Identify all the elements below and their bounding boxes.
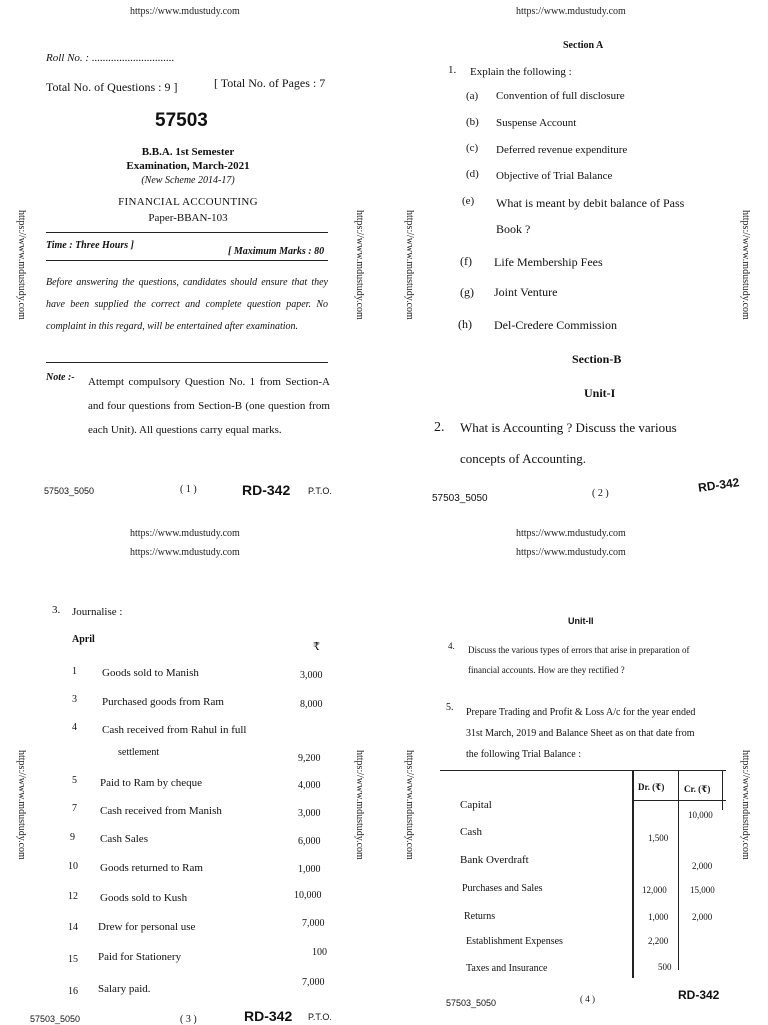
row-desc: Goods sold to Kush xyxy=(100,892,188,904)
paper: Paper-BBAN-103 xyxy=(148,212,228,224)
item-text: Del-Credere Commission xyxy=(494,318,617,332)
row-day: 14 xyxy=(68,922,78,933)
page1-header-url: https://www.mdustudy.com xyxy=(130,6,240,17)
item-label: (g) xyxy=(460,285,474,299)
item-label: (b) xyxy=(466,116,479,128)
row-amount: 10,000 xyxy=(294,890,322,901)
row-cr: 10,000 xyxy=(688,810,713,820)
row-day: 15 xyxy=(68,954,78,965)
item-text: Convention of full disclosure xyxy=(496,90,625,102)
section-b-heading: Section-B xyxy=(572,352,622,366)
row-desc: Paid for Stationery xyxy=(98,951,182,963)
total-questions: Total No. of Questions : 9 ] xyxy=(46,80,178,94)
row-dr: 2,200 xyxy=(648,936,669,946)
side-url-mid-right-top: https://www.mdustudy.com xyxy=(404,210,415,320)
row-day: 10 xyxy=(68,861,78,872)
paper-code: 57503 xyxy=(155,110,208,131)
item-label: (e) xyxy=(462,195,475,207)
page-number: ( 4 ) xyxy=(580,994,595,1004)
row-amount: 9,200 xyxy=(298,753,321,764)
footer-code: 57503_5050 xyxy=(44,486,95,496)
q2-text: What is Accounting ? Discuss the various xyxy=(460,420,677,435)
item-label: (c) xyxy=(466,142,479,154)
currency-symbol: ₹ xyxy=(313,641,320,653)
item-label: (a) xyxy=(466,90,479,102)
row-amount: 8,000 xyxy=(300,699,323,710)
q2-number: 2. xyxy=(434,420,445,435)
row-name: Cash xyxy=(460,826,482,838)
table-col-divider xyxy=(632,770,634,978)
row-name: Bank Overdraft xyxy=(460,854,529,866)
row-name: Establishment Expenses xyxy=(466,936,563,947)
exam: Examination, March-2021 xyxy=(126,160,250,172)
row-day: 1 xyxy=(72,666,77,677)
page2-header-url: https://www.mdustudy.com xyxy=(516,6,626,17)
page2-footer-url: https://www.mdustudy.com xyxy=(130,528,240,539)
note-text: Attempt compulsory Question No. 1 from Section-A and four questions from Section-B (one question from each Unit). All questions carry equal marks. xyxy=(88,376,330,436)
row-day: 16 xyxy=(68,986,78,997)
item-text: What is meant by debit balance of Pass xyxy=(496,196,685,210)
row-cr: 2,000 xyxy=(692,912,713,922)
table-top-rule xyxy=(440,770,726,771)
row-amount: 7,000 xyxy=(302,977,325,988)
row-cr: 2,000 xyxy=(692,861,713,871)
row-desc: Goods returned to Ram xyxy=(100,862,203,874)
row-desc: Purchased goods from Ram xyxy=(102,696,224,708)
side-url-right-bottom: https://www.mdustudy.com xyxy=(740,750,751,860)
row-dr: 1,500 xyxy=(648,833,669,843)
item-text-cont: Book ? xyxy=(496,222,531,236)
table-col-divider xyxy=(678,770,679,970)
row-desc: Cash received from Manish xyxy=(100,805,222,817)
footer-code: 57503_5050 xyxy=(432,493,488,504)
row-desc: Goods sold to Manish xyxy=(102,667,199,679)
q1-number: 1. xyxy=(448,64,457,76)
row-day: 7 xyxy=(72,803,77,814)
row-amount: 3,000 xyxy=(300,670,323,681)
footer-code: 57503_5050 xyxy=(30,1014,81,1024)
row-name: Capital xyxy=(460,799,492,811)
scheme: (New Scheme 2014-17) xyxy=(141,175,235,186)
row-cr: 15,000 xyxy=(690,885,715,895)
side-url-mid-right-bottom: https://www.mdustudy.com xyxy=(404,750,415,860)
q3-text: Journalise : xyxy=(72,606,123,618)
page-number: ( 3 ) xyxy=(180,1014,197,1025)
max-marks: [ Maximum Marks : 80 xyxy=(228,246,325,257)
rd-code: RD-342 xyxy=(242,482,291,498)
row-name: Purchases and Sales xyxy=(462,883,543,894)
item-text: Suspense Account xyxy=(496,117,577,129)
item-text: Joint Venture xyxy=(494,285,558,299)
row-amount: 7,000 xyxy=(302,918,325,929)
item-label: (h) xyxy=(458,317,472,331)
row-desc: Cash received from Rahul in full xyxy=(102,724,247,736)
page-number: ( 2 ) xyxy=(592,488,609,499)
side-url-left-top: https://www.mdustudy.com xyxy=(16,210,27,320)
rd-code: RD-342 xyxy=(678,988,720,1002)
q5-number: 5. xyxy=(446,702,454,713)
pto: P.T.O. xyxy=(308,1012,332,1022)
subject: FINANCIAL ACCOUNTING xyxy=(118,196,258,208)
item-label: (d) xyxy=(466,168,479,180)
col-cr: Cr. (₹) xyxy=(684,784,711,794)
row-amount: 100 xyxy=(312,947,327,958)
item-label: (f) xyxy=(460,254,472,268)
row-amount: 3,000 xyxy=(298,808,321,819)
row-amount: 4,000 xyxy=(298,780,321,791)
row-desc: Salary paid. xyxy=(98,983,151,995)
page3-header-url: https://www.mdustudy.com xyxy=(130,547,240,558)
pto: P.T.O. xyxy=(308,486,332,496)
col-dr: Dr. (₹) xyxy=(638,782,665,792)
side-url-left-bottom: https://www.mdustudy.com xyxy=(16,750,27,860)
table-col-divider xyxy=(722,770,723,810)
table-header-rule xyxy=(632,800,726,801)
row-day: 12 xyxy=(68,891,78,902)
instructions: Before answering the questions, candidates should ensure that they have been supplied the correct and complete question paper. No complaint in this regard, will be entertained after examination. xyxy=(46,277,328,332)
total-pages: [ Total No. of Pages : 7 xyxy=(214,76,326,90)
q2-text-cont: concepts of Accounting. xyxy=(460,451,586,466)
time: Time : Three Hours ] xyxy=(46,240,134,251)
row-desc: Paid to Ram by cheque xyxy=(100,777,203,789)
page-number: ( 1 ) xyxy=(180,484,197,495)
q5-text: Prepare Trading and Profit & Loss A/c for the year ended 31st March, 2019 and Balance Sheet as on that date from the following Trial Balance : xyxy=(466,707,696,760)
note-label: Note :- xyxy=(46,372,75,383)
row-dr: 12,000 xyxy=(642,885,667,895)
unit-ii-heading: Unit-II xyxy=(568,616,594,626)
row-name: Taxes and Insurance xyxy=(466,963,548,974)
item-text: Objective of Trial Balance xyxy=(496,170,613,182)
q4-text: Discuss the various types of errors that arise in preparation of financial accounts. How are they rectified ? xyxy=(468,645,690,675)
q1-text: Explain the following : xyxy=(470,66,572,78)
item-text: Deferred revenue expenditure xyxy=(496,144,628,156)
row-day: 9 xyxy=(70,832,75,843)
side-url-mid-left-bottom: https://www.mdustudy.com xyxy=(354,750,365,860)
row-desc: Drew for personal use xyxy=(98,921,196,933)
q4-number: 4. xyxy=(448,641,455,651)
rd-code: RD-342 xyxy=(244,1008,293,1024)
row-day: 3 xyxy=(72,694,77,705)
item-text: Life Membership Fees xyxy=(494,255,603,269)
rd-code: RD-342 xyxy=(697,475,741,495)
divider xyxy=(46,232,328,233)
section-a-heading: Section A xyxy=(563,40,604,51)
row-amount: 6,000 xyxy=(298,836,321,847)
unit-i-heading: Unit-I xyxy=(584,386,616,400)
row-dr: 1,000 xyxy=(648,912,669,922)
q3-number: 3. xyxy=(52,604,61,616)
page2-footer-url-right: https://www.mdustudy.com xyxy=(516,528,626,539)
page4-header-url: https://www.mdustudy.com xyxy=(516,547,626,558)
divider xyxy=(46,260,328,261)
month-heading: April xyxy=(72,634,95,645)
row-desc: Cash Sales xyxy=(100,833,148,845)
side-url-right-top: https://www.mdustudy.com xyxy=(740,210,751,320)
row-day: 4 xyxy=(72,722,77,733)
divider xyxy=(46,362,328,363)
row-amount: 1,000 xyxy=(298,864,321,875)
row-day: 5 xyxy=(72,775,77,786)
side-url-mid-left-top: https://www.mdustudy.com xyxy=(354,210,365,320)
course: B.B.A. 1st Semester xyxy=(141,146,235,158)
roll-no: Roll No. : .............................. xyxy=(46,52,175,64)
row-desc-cont: settlement xyxy=(118,747,160,758)
row-dr: 500 xyxy=(658,962,672,972)
row-name: Returns xyxy=(464,911,496,922)
footer-code: 57503_5050 xyxy=(446,998,497,1008)
